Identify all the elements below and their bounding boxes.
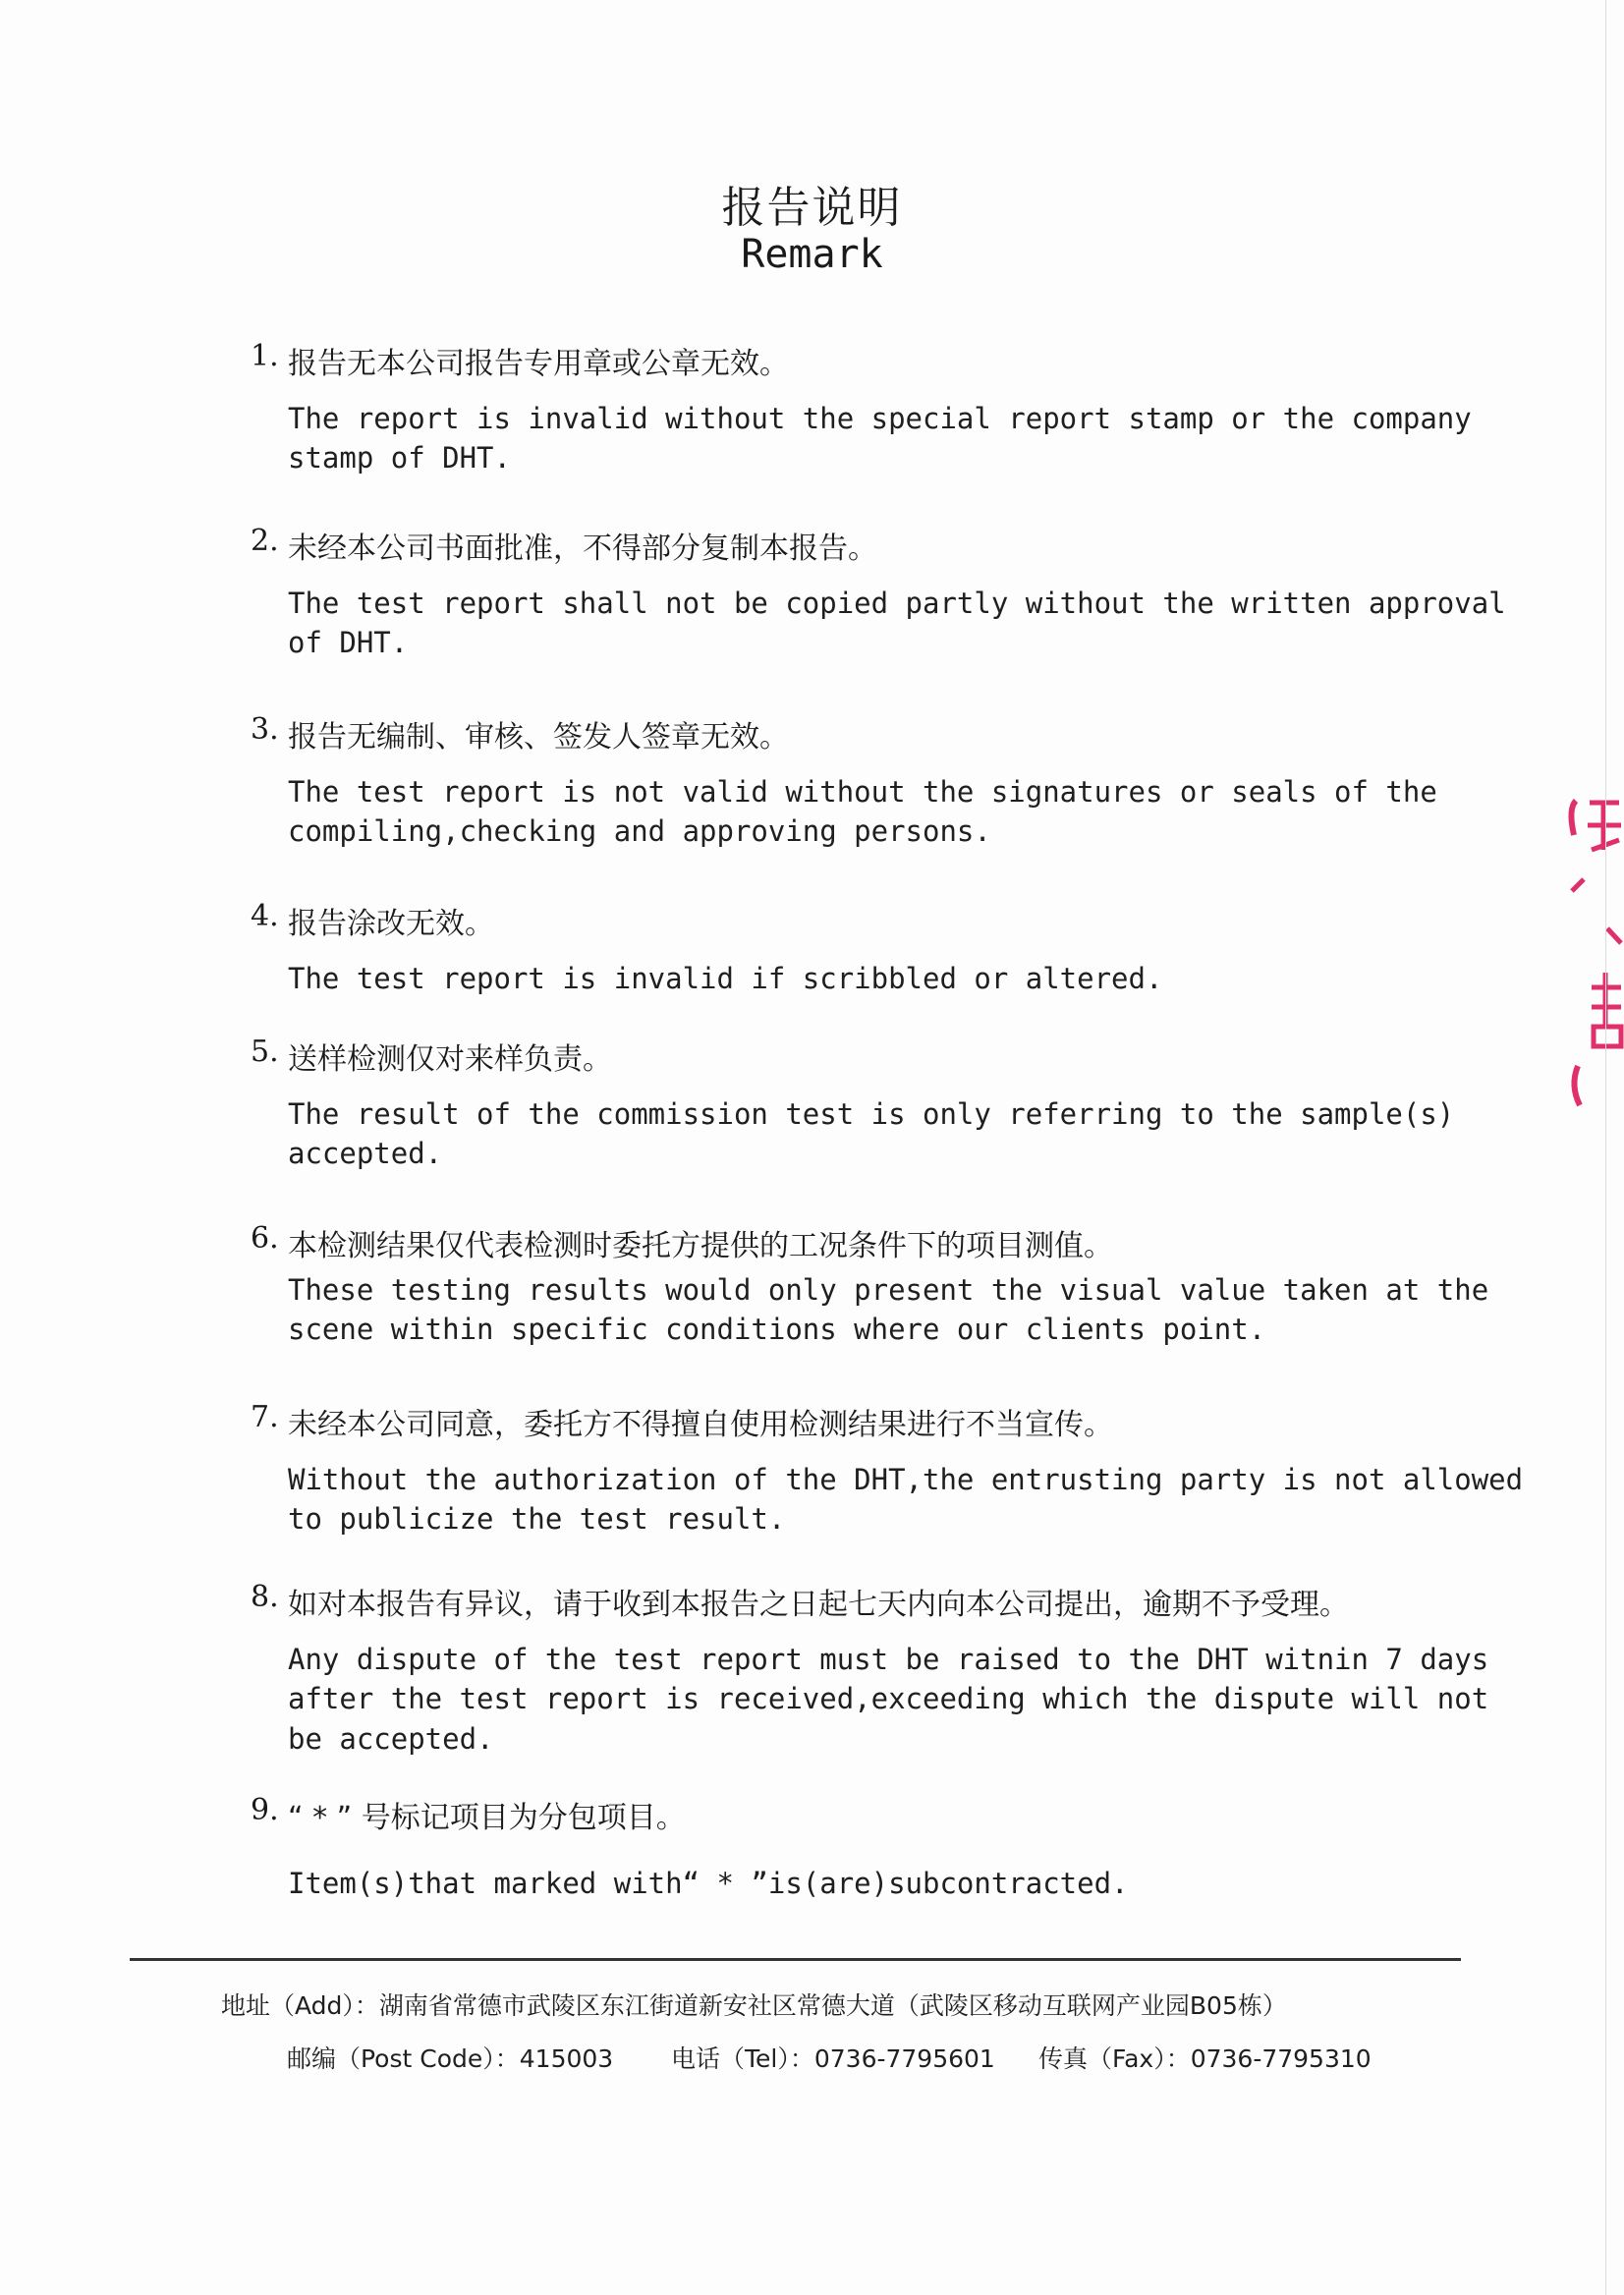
item-number: 9. <box>251 1793 279 1827</box>
item-text-english-line: after the test report is received,exceeding which the dispute will not <box>288 1682 1489 1715</box>
item-text-english-line: Without the authorization of the DHT,the entrusting party is not allowed <box>288 1463 1524 1496</box>
footer-postcode: 邮编（Post Code）：415003 <box>287 2044 614 2073</box>
item-text-chinese: 报告无本公司报告专用章或公章无效。 <box>288 347 789 381</box>
item-text-english-line: Any dispute of the test report must be raised to the DHT witnin 7 days <box>288 1643 1489 1676</box>
stamp-bracket-top <box>1571 801 1576 835</box>
item-text-english-line: These testing results would only present the visual value taken at the <box>288 1273 1489 1307</box>
stamp-mark-mid <box>1572 879 1584 891</box>
item-number: 1. <box>251 339 279 373</box>
footer-telephone: 电话（Tel）：0736-7795601 <box>671 2044 995 2073</box>
page-title-chinese: 报告说明 <box>721 183 903 233</box>
item-number: 2. <box>251 524 279 558</box>
item-text-english-line: compiling,checking and approving persons. <box>288 814 991 848</box>
item-number: 7. <box>251 1400 279 1434</box>
item-number: 3. <box>251 712 279 747</box>
item-text-english-line: The test report is not valid without the signatures or seals of the <box>288 775 1437 809</box>
stamp-mark-mid-2 <box>1607 928 1621 943</box>
item-text-chinese: 未经本公司书面批准，不得部分复制本报告。 <box>288 532 877 566</box>
item-text-chinese: “ * ” 号标记项目为分包项目。 <box>288 1801 686 1835</box>
item-text-english-line: The result of the commission test is only referring to the sample(s) <box>288 1097 1455 1131</box>
page-title-english: Remark <box>741 232 883 277</box>
item-text-english-line: The test report is invalid if scribbled or altered. <box>288 962 1163 995</box>
item-number: 6. <box>251 1221 279 1256</box>
item-text-chinese: 报告无编制、审核、签发人签章无效。 <box>288 720 789 755</box>
item-number: 4. <box>251 899 279 933</box>
footer-divider <box>130 1958 1461 1961</box>
item-number: 5. <box>251 1035 279 1069</box>
item-text-chinese: 本检测结果仅代表检测时委托方提供的工况条件下的项目测值。 <box>288 1229 1113 1263</box>
item-text-chinese: 如对本报告有异议，请于收到本报告之日起七天内向本公司提出，逾期不予受理。 <box>288 1588 1349 1622</box>
item-text-english-line: of DHT. <box>288 626 409 659</box>
item-text-english-line: scene within specific conditions where our clients point. <box>288 1313 1266 1346</box>
item-text-english-line: be accepted. <box>288 1722 494 1756</box>
item-text-english-line: stamp of DHT. <box>288 441 511 475</box>
item-text-english-line: accepted. <box>288 1137 443 1170</box>
item-text-chinese: 报告涂改无效。 <box>288 907 494 941</box>
footer-address: 地址（Add）：湖南省常德市武陵区东江街道新安社区常德大道（武陵区移动互联网产业园B05栋） <box>221 1991 1287 2020</box>
item-text-english-line: Item(s)that marked with“ * ”is(are)subcontracted. <box>288 1867 1129 1900</box>
stamp-glyph-bottom <box>1592 973 1621 1046</box>
stamp-glyph-top <box>1588 803 1621 850</box>
item-text-chinese: 送样检测仅对来样负责。 <box>288 1042 612 1077</box>
item-text-english-line: The report is invalid without the special report stamp or the company <box>288 402 1472 435</box>
item-text-chinese: 未经本公司同意，委托方不得擅自使用检测结果进行不当宣传。 <box>288 1408 1113 1442</box>
item-number: 8. <box>251 1580 279 1614</box>
scan-edge-line <box>1605 0 1606 2295</box>
item-text-english-line: to publicize the test result. <box>288 1502 786 1536</box>
item-text-english-line: The test report shall not be copied partly without the written approval <box>288 587 1506 620</box>
stamp-bracket-bottom <box>1574 1066 1580 1105</box>
partial-seal-stamp <box>1562 781 1624 1135</box>
footer-fax: 传真（Fax）：0736-7795310 <box>1038 2044 1372 2073</box>
